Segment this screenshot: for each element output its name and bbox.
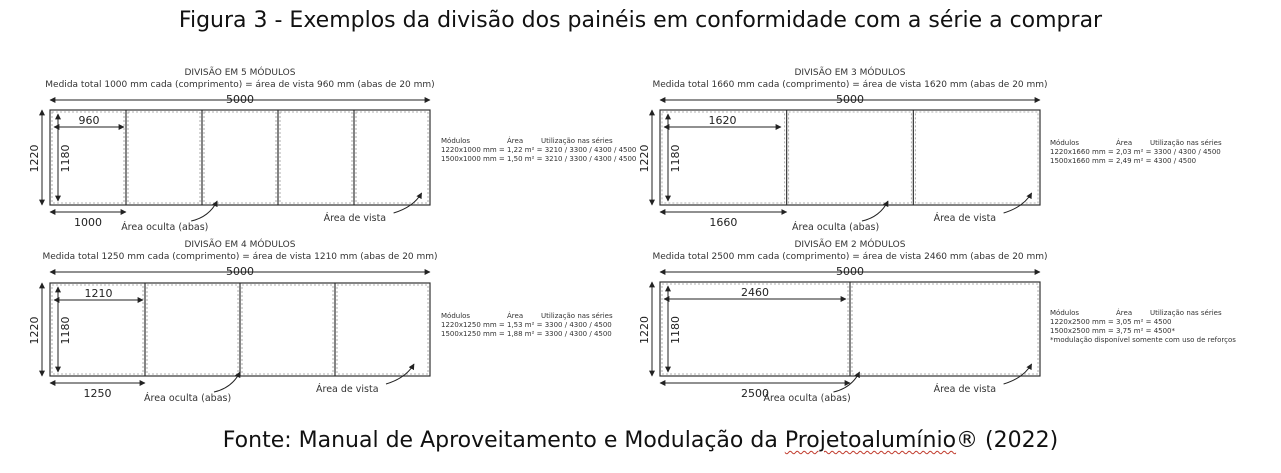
panel-subheading: Medida total 1000 mm cada (comprimento) = área de vista 960 mm (abas de 20 mm) xyxy=(45,80,435,90)
table-row: 1220x1000 mm = 1,22 m² = 3210 / 3300 / 4300 / 4500 xyxy=(441,146,637,154)
module-width-label: 2500 xyxy=(741,387,769,400)
panel-heading: DIVISÃO EM 3 MÓDULOS xyxy=(794,68,906,78)
view-area-label: Área de vista xyxy=(323,213,387,224)
visible-width-label: 1620 xyxy=(708,114,737,127)
table-row: 1500x1250 mm = 1,88 m² = 3300 / 4300 / 4500 xyxy=(441,330,612,338)
table-row: 1220x2500 mm = 3,05 m² = 4500 xyxy=(1050,318,1172,326)
table-row: 1500x1660 mm = 2,49 m² = 4300 / 4500 xyxy=(1050,157,1197,165)
module-width-label: 1250 xyxy=(83,387,112,400)
total-width-label: 5000 xyxy=(226,265,254,278)
table-row: 1500x1000 mm = 1,50 m² = 3210 / 3300 / 4300 / 4500 xyxy=(441,155,637,163)
visible-width-label: 2460 xyxy=(741,286,769,299)
table-row: 1220x1250 mm = 1,53 m² = 3300 / 4300 / 4500 xyxy=(441,321,612,329)
hidden-area-label: Área oculta (abas) xyxy=(763,393,851,404)
panel-outline xyxy=(50,110,430,205)
table-header-area: Área xyxy=(1116,309,1133,317)
total-width-label: 5000 xyxy=(836,265,864,278)
outer-height-label: 1220 xyxy=(638,144,651,173)
inner-height-label: 1180 xyxy=(59,144,72,173)
table-header-area: Área xyxy=(507,312,524,320)
hidden-area-label: Área oculta (abas) xyxy=(792,222,880,233)
panel-2-modules xyxy=(638,238,1236,404)
outer-height-label: 1220 xyxy=(28,144,41,173)
panel-heading: DIVISÃO EM 5 MÓDULOS xyxy=(184,68,296,78)
outer-height-label: 1220 xyxy=(638,316,651,344)
table-header-usage: Utilização nas séries xyxy=(541,137,613,145)
view-area-label: Área de vista xyxy=(933,384,997,395)
table-header-modules: Módulos xyxy=(441,312,471,320)
table-header-modules: Módulos xyxy=(1050,139,1080,147)
table-header-usage: Utilização nas séries xyxy=(1150,139,1222,147)
panel-heading: DIVISÃO EM 4 MÓDULOS xyxy=(184,240,296,250)
inner-height-label: 1180 xyxy=(59,316,72,345)
total-width-label: 5000 xyxy=(226,93,254,106)
module-width-label: 1000 xyxy=(74,216,102,229)
outer-height-label: 1220 xyxy=(28,316,41,345)
table-header-usage: Utilização nas séries xyxy=(541,312,613,320)
visible-width-label: 960 xyxy=(78,114,100,127)
total-width-label: 5000 xyxy=(836,93,864,106)
inner-height-label: 1180 xyxy=(669,144,682,173)
hidden-area-label: Área oculta (abas) xyxy=(144,393,232,404)
table-header-modules: Módulos xyxy=(1050,309,1080,317)
hidden-area-label: Área oculta (abas) xyxy=(121,222,209,233)
source-brand: Projetoalumínio xyxy=(784,428,957,453)
table-header-usage: Utilização nas séries xyxy=(1150,309,1222,317)
table-header-modules: Módulos xyxy=(441,137,471,145)
view-area-label: Área de vista xyxy=(316,384,379,395)
view-area-label: Área de vista xyxy=(933,213,997,224)
module-width-label: 1660 xyxy=(709,216,738,229)
visible-width-label: 1210 xyxy=(84,287,113,300)
panel-subheading: Medida total 2500 mm cada (comprimento) = área de vista 2460 mm (abas de 20 mm) xyxy=(652,252,1048,262)
panel-4-modules xyxy=(28,238,613,404)
inner-height-label: 1180 xyxy=(669,316,682,344)
table-row: 1220x1660 mm = 2,03 m² = 3300 / 4300 / 4500 xyxy=(1050,148,1221,156)
panel-subheading: Medida total 1660 mm cada (comprimento) = área de vista 1620 mm (abas de 20 mm) xyxy=(652,80,1048,90)
table-header-area: Área xyxy=(507,137,524,145)
figure-source: Fonte: Manual de Aproveitamento e Modulação da Projetoalumínio® (2022) xyxy=(222,428,1059,453)
table-row: 1500x2500 mm = 3,75 m² = 4500* xyxy=(1050,327,1176,335)
panel-5-modules xyxy=(28,66,636,233)
table-note: *modulação disponível somente com uso de reforços xyxy=(1050,336,1236,344)
figure-title: Figura 3 - Exemplos da divisão dos painéis em conformidade com a série a comprar xyxy=(178,8,1103,33)
table-header-area: Área xyxy=(1116,139,1133,147)
panel-subheading: Medida total 1250 mm cada (comprimento) = área de vista 1210 mm (abas de 20 mm) xyxy=(42,252,438,262)
panel-heading: DIVISÃO EM 2 MÓDULOS xyxy=(794,240,906,250)
panel-3-modules xyxy=(638,66,1222,233)
